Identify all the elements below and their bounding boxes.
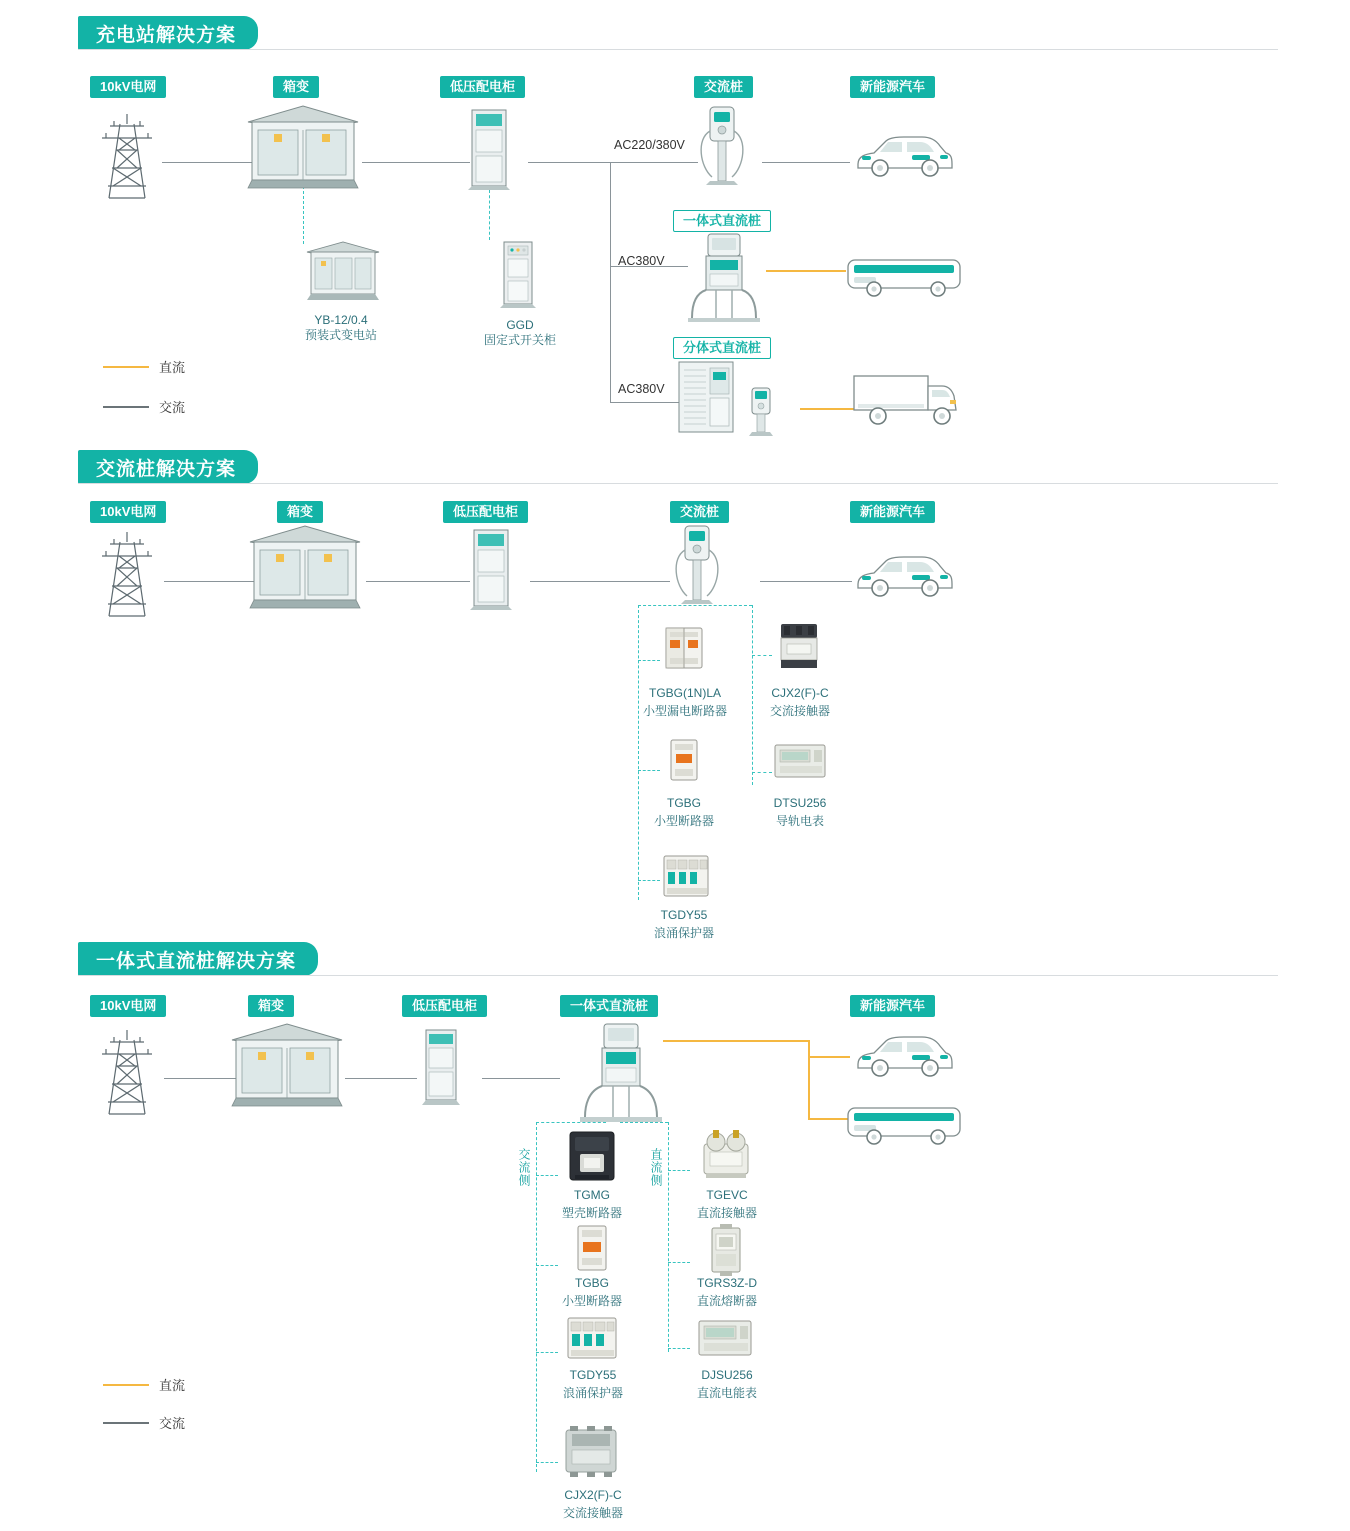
link-cabinet-to-acpile-1 xyxy=(528,162,698,163)
chip-lv-cabinet-3: 低压配电柜 xyxy=(402,995,487,1017)
mccb-icon xyxy=(566,1128,618,1184)
chip-grid-2: 10kV电网 xyxy=(90,501,166,523)
section-title-3: 一体式直流桩解决方案 xyxy=(78,942,318,976)
legend-ac-1 xyxy=(103,397,185,416)
dash-to-tgbg1nla xyxy=(638,660,660,661)
pylon-icon-3 xyxy=(92,1026,162,1116)
lv-cabinet-icon-2 xyxy=(468,526,516,610)
link-bus-vertical-1 xyxy=(610,162,611,402)
label-s2-dev4-code: TGDY55 xyxy=(660,908,708,922)
spd-icon-3 xyxy=(564,1312,620,1364)
label-s2-dev1-code: CJX2(F)-C xyxy=(771,686,829,700)
link-box-to-cabinet-3 xyxy=(345,1078,417,1079)
mcb-icon-2 xyxy=(665,736,703,784)
yb-substation-icon xyxy=(303,240,383,302)
section-header-3 xyxy=(78,942,1278,976)
legend-dc-3 xyxy=(103,1375,185,1394)
car-icon-3 xyxy=(852,1030,956,1080)
section-title-1: 充电站解决方案 xyxy=(78,16,258,50)
chip-ac-pile-1: 交流桩 xyxy=(694,76,753,98)
chip-split-dc-pile-1: 分体式直流桩 xyxy=(673,337,771,359)
lv-cabinet-icon-3 xyxy=(420,1026,464,1106)
legend-dc-label-3: 直流 xyxy=(159,1378,186,1393)
chip-box-substation-3: 箱变 xyxy=(248,995,294,1017)
label-s3-dc1-desc: 直流熔断器 xyxy=(696,1294,757,1308)
split-dc-pile-icon-1 xyxy=(744,386,778,436)
label-s3-dc2-code: DJSU256 xyxy=(701,1368,753,1382)
chip-integrated-dc-pile-1: 一体式直流桩 xyxy=(673,210,771,232)
dash-to-tgmg xyxy=(536,1175,558,1176)
car-icon-2 xyxy=(852,550,956,600)
link-grid-to-box-2 xyxy=(164,581,254,582)
box-substation-icon-1 xyxy=(240,100,366,195)
spd-icon-2 xyxy=(660,850,712,902)
dash-to-cjx2-2 xyxy=(752,655,772,656)
ac-contactor-icon-2 xyxy=(775,620,823,672)
mcb-rcbo-icon xyxy=(660,624,708,672)
label-yb-code: YB-12/0.4 xyxy=(314,313,368,327)
section-header-2 xyxy=(78,450,1278,484)
label-s2-dev4-desc: 浪涌保护器 xyxy=(653,926,714,940)
chip-grid-1: 10kV电网 xyxy=(90,76,166,98)
chip-lv-cabinet-2: 低压配电柜 xyxy=(443,501,528,523)
legend-dc-1 xyxy=(103,357,185,376)
label-s3-ac0-code: TGMG xyxy=(574,1188,610,1202)
link-cabinet-to-acpile-2 xyxy=(530,581,670,582)
dash-to-tgbg-2 xyxy=(638,770,660,771)
chip-nev-3: 新能源汽车 xyxy=(850,995,935,1017)
label-s2-dev2-desc: 小型断路器 xyxy=(653,814,714,828)
box-substation-icon-3 xyxy=(224,1018,350,1113)
label-ggd-code: GGD xyxy=(506,318,534,332)
section-rule-3 xyxy=(78,975,1278,976)
dash-to-tgrs3zd xyxy=(668,1262,690,1263)
bus-icon-3 xyxy=(844,1104,964,1148)
din-meter-icon xyxy=(772,742,828,782)
label-s2-dev3-desc: 导轨电表 xyxy=(775,814,824,828)
legend-ac-label-3: 交流 xyxy=(159,1416,186,1431)
label-ac-side: 交流侧 xyxy=(517,1148,531,1187)
link-acpile-to-car-1 xyxy=(762,162,850,163)
label-s2-dev0-code: TGBG(1N)LA xyxy=(648,686,721,700)
legend-dc-swatch-1 xyxy=(103,366,149,368)
dash-to-djsu256 xyxy=(668,1348,690,1349)
chip-lv-cabinet-1: 低压配电柜 xyxy=(440,76,525,98)
dash-to-dtsu256 xyxy=(752,772,772,773)
section-title-2: 交流桩解决方案 xyxy=(78,450,258,484)
mcb-icon-3 xyxy=(572,1222,612,1274)
dc-meter-icon xyxy=(696,1318,754,1360)
label-ggd-desc: 固定式开关柜 xyxy=(483,333,556,347)
section-rule-2 xyxy=(78,483,1278,484)
label-dc-side: 直流侧 xyxy=(649,1148,663,1187)
section-header-1 xyxy=(78,16,1278,50)
dash-dc-branch-3 xyxy=(668,1122,669,1352)
link-cabinet-to-dcpile-3 xyxy=(482,1078,560,1079)
section-rule-1 xyxy=(78,49,1278,50)
label-s2-dev0-desc: 小型漏电断路器 xyxy=(642,704,727,718)
link-dcpile-to-bus-1 xyxy=(766,270,846,272)
split-dc-cabinet-icon-1 xyxy=(676,360,736,436)
label-yb-desc: 预装式变电站 xyxy=(304,328,377,342)
link-splitdc-to-truck-1 xyxy=(800,408,855,410)
chip-nev-2: 新能源汽车 xyxy=(850,501,935,523)
voltage-ac380-b: AC380V xyxy=(618,382,665,396)
dash-to-tgevc xyxy=(668,1170,690,1171)
chip-box-substation-1: 箱变 xyxy=(273,76,319,98)
chip-box-substation-2: 箱变 xyxy=(277,501,323,523)
legend-ac-label-1: 交流 xyxy=(159,400,186,415)
legend-ac-3 xyxy=(103,1413,185,1432)
dc-contactor-icon xyxy=(698,1128,754,1180)
link-amber-to-car-3 xyxy=(808,1056,850,1058)
chip-grid-3: 10kV电网 xyxy=(90,995,166,1017)
label-s3-dc0-desc: 直流接触器 xyxy=(696,1206,757,1220)
link-bus-to-split-dc-1 xyxy=(610,402,680,403)
link-amber-bus-3 xyxy=(808,1040,810,1120)
label-s3-ac2-desc: 浪涌保护器 xyxy=(562,1386,623,1400)
label-s2-dev1-desc: 交流接触器 xyxy=(769,704,830,718)
dc-fuse-icon xyxy=(704,1224,748,1276)
ac-pile-icon-1 xyxy=(690,105,752,189)
label-s3-ac1-desc: 小型断路器 xyxy=(561,1294,622,1308)
label-s3-ac3-desc: 交流接触器 xyxy=(562,1506,623,1520)
dash-to-tgbg-3 xyxy=(536,1265,558,1266)
legend-ac-swatch-3 xyxy=(103,1422,149,1424)
legend-dc-swatch-3 xyxy=(103,1384,149,1386)
lv-cabinet-icon-1 xyxy=(466,106,514,190)
label-s3-dc0-code: TGEVC xyxy=(706,1188,748,1202)
label-s2-dev2-code: TGBG xyxy=(666,796,701,810)
link-box-to-cabinet-1 xyxy=(362,162,470,163)
link-acpile-to-car-2 xyxy=(760,581,852,582)
car-icon-1 xyxy=(852,130,956,180)
label-s3-ac3-code: CJX2(F)-C xyxy=(564,1488,622,1502)
ggd-cabinet-icon xyxy=(500,240,538,308)
voltage-ac220-380: AC220/380V xyxy=(614,138,685,152)
chip-integrated-dc-pile-3: 一体式直流桩 xyxy=(560,995,658,1017)
label-s3-ac2-code: TGDY55 xyxy=(569,1368,617,1382)
pylon-icon-2 xyxy=(92,528,162,618)
label-s3-dc2-desc: 直流电能表 xyxy=(696,1386,757,1400)
dash-ac-top-3 xyxy=(536,1122,606,1123)
dash-branch-left-2 xyxy=(638,605,639,900)
link-box-to-cabinet-2 xyxy=(366,581,470,582)
box-substation-icon-2 xyxy=(242,520,368,615)
bus-icon-1 xyxy=(844,256,964,300)
legend-dc-label-1: 直流 xyxy=(159,360,186,375)
label-s3-dc1-code: TGRS3Z-D xyxy=(697,1276,757,1290)
pylon-icon-1 xyxy=(92,110,162,200)
ac-contactor-icon-3 xyxy=(560,1424,622,1480)
legend-ac-swatch-1 xyxy=(103,406,149,408)
label-s3-ac0-desc: 塑壳断路器 xyxy=(561,1206,622,1220)
integrated-dc-pile-icon-1 xyxy=(686,232,762,324)
dash-top-2 xyxy=(638,605,752,606)
integrated-dc-pile-icon-3 xyxy=(578,1022,664,1124)
dash-dc-top-3 xyxy=(620,1122,668,1123)
ac-pile-icon-2 xyxy=(665,524,727,608)
chip-ac-pile-2: 交流桩 xyxy=(670,501,729,523)
voltage-ac380-a: AC380V xyxy=(618,254,665,268)
link-dcpile-out-3 xyxy=(663,1040,809,1042)
dash-cabinet-to-ggd-1 xyxy=(489,190,490,240)
label-s3-ac1-code: TGBG xyxy=(574,1276,609,1290)
chip-nev-1: 新能源汽车 xyxy=(850,76,935,98)
dash-to-cjx2-3 xyxy=(536,1462,558,1463)
dash-to-tgdy55-3 xyxy=(536,1352,558,1353)
label-s2-dev3-code: DTSU256 xyxy=(773,796,827,810)
dash-to-tgdy55-2 xyxy=(638,880,660,881)
truck-icon-1 xyxy=(850,372,962,430)
